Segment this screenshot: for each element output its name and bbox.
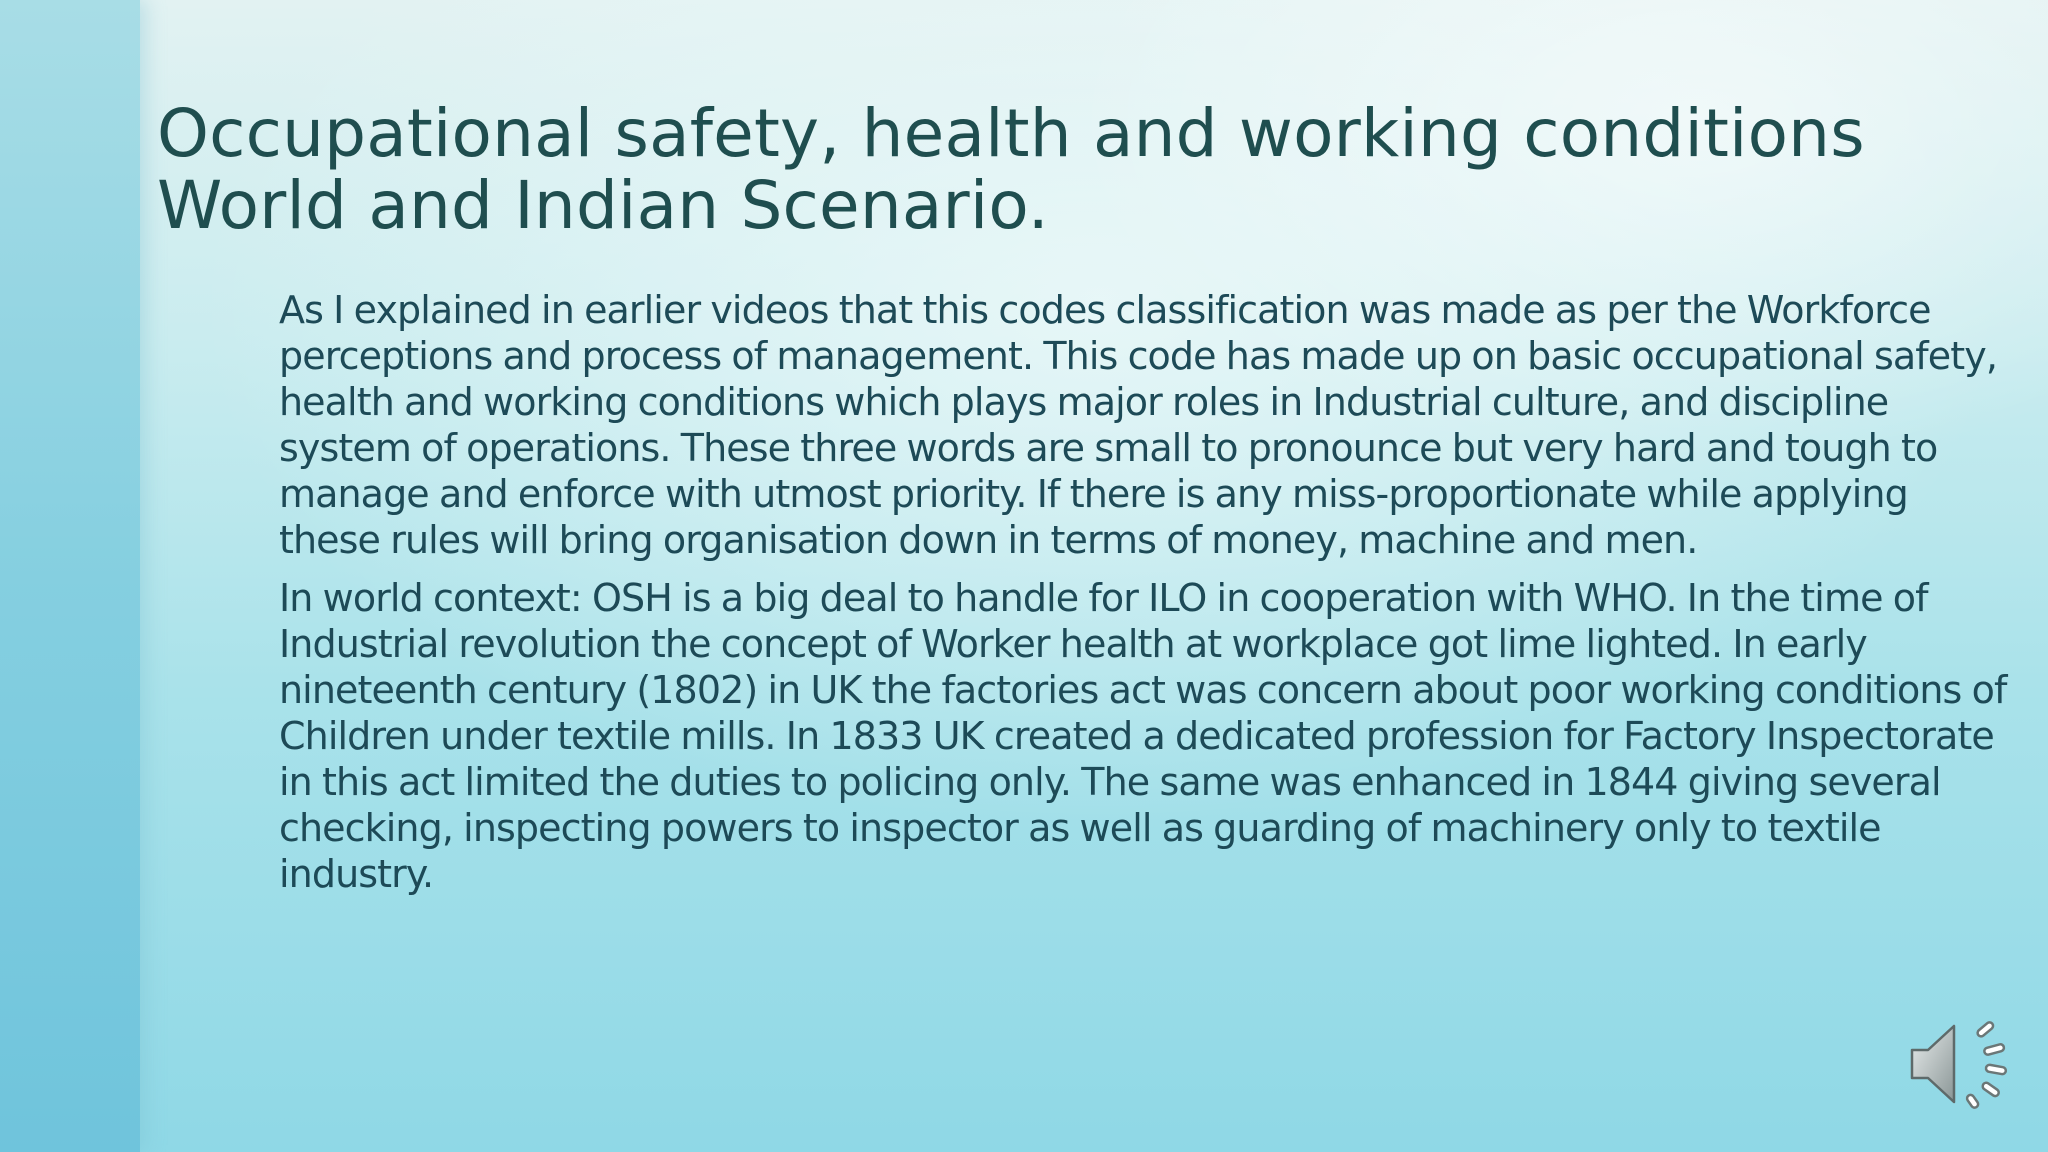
- paragraph-1: As I explained in earlier videos that this codes classification was made as per the Workforce perceptions and process of management. This code has made up on basic occupational safety, health and working conditions which plays major roles in Industrial culture, and discipline system of operations. These three words are small to pronounce but very hard and tough to manage and enforce with utmost priority. If there is any miss-proportionate while applying these rules will bring organisation down in terms of money, machine and men.: [279, 288, 1997, 562]
- speaker-icon-graphic: [1906, 1016, 2010, 1112]
- slide-body: [279, 287, 2009, 909]
- left-accent-band: [0, 0, 140, 1152]
- paragraph-2: In world context: OSH is a big deal to handle for ILO in cooperation with WHO. In the time of Industrial revolution the concept of Worker health at workplace got lime lighted. In early nineteenth century (1802) in UK the factories act was concern about poor working conditions of Children under textile mills. In 1833 UK created a dedicated profession for Factory Inspectorate in this act limited the duties to policing only. The same was enhanced in 1844 giving several checking, inspecting powers to inspector as well as guarding of machinery only to textile industry.: [279, 576, 2007, 896]
- speaker-icon[interactable]: [1906, 1016, 2010, 1112]
- slide-title: Occupational safety, health and working conditions World and Indian Scenario.: [157, 95, 1865, 244]
